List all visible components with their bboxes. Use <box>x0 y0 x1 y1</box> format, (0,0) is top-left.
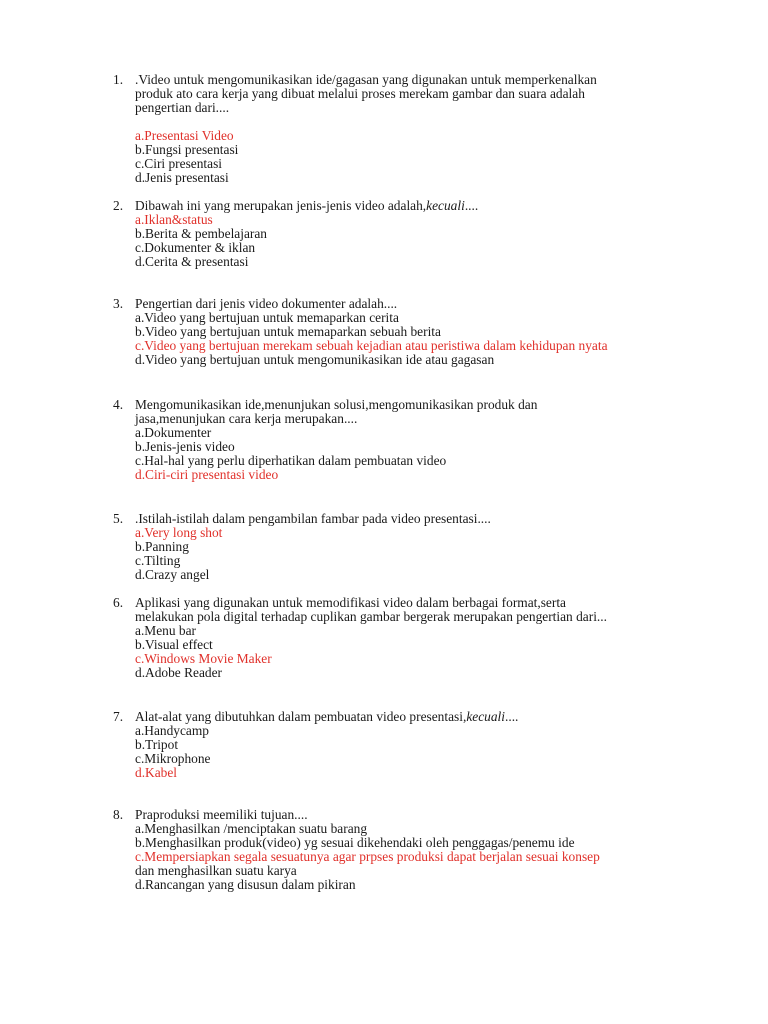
option-a: a.Menu bar <box>135 623 196 638</box>
option-a-answer: a.Very long shot <box>135 525 223 540</box>
question-number: 5. <box>113 511 124 526</box>
option-a-answer: a.Iklan&status <box>135 212 213 227</box>
question-7 <box>113 710 673 780</box>
option-b: b.Video yang bertujuan untuk memaparkan sebuah berita <box>135 324 441 339</box>
option-c-continuation: dan menghasilkan suatu karya <box>135 863 297 878</box>
option-b: b.Panning <box>135 539 189 554</box>
question-text-italic: kecuali <box>426 198 465 213</box>
option-b: b.Visual effect <box>135 637 213 652</box>
question-text-line: produk ato cara kerja yang dibuat melalui proses merekam gambar dan suara adalah <box>135 86 585 101</box>
question-text-line <box>135 199 673 213</box>
question-text-italic: kecuali <box>466 709 505 724</box>
question-number: 6. <box>113 595 124 610</box>
option-b: b.Jenis-jenis video <box>135 439 235 454</box>
option-d: d.Adobe Reader <box>135 665 223 680</box>
option-d-answer: d.Kabel <box>135 765 178 780</box>
question-text: Alat-alat yang dibutuhkan dalam pembuatan video presentasi, <box>135 709 467 724</box>
question-6 <box>113 596 673 680</box>
question-text-line: Mengomunikasikan ide,menunjukan solusi,mengomunikasikan produk dan <box>135 397 538 412</box>
question-4 <box>113 398 673 482</box>
question-text-line: .Video untuk mengomunikasikan ide/gagasan yang digunakan untuk memperkenalkan <box>135 72 597 87</box>
option-a: a.Menghasilkan /menciptakan suatu barang <box>135 821 368 836</box>
question-text-suffix: .... <box>505 709 519 724</box>
question-text-line: pengertian dari.... <box>135 100 230 115</box>
question-text-line: Praproduksi meemiliki tujuan.... <box>135 807 308 822</box>
question-text-suffix: .... <box>464 198 479 213</box>
option-d: d.Crazy angel <box>135 567 210 582</box>
question-text-line: Aplikasi yang digunakan untuk memodifikasi video dalam berbagai format,serta <box>135 595 566 610</box>
question-3 <box>113 297 673 367</box>
question-2 <box>113 199 673 269</box>
option-b: b.Tripot <box>135 737 179 752</box>
option-d: d.Rancangan yang disusun dalam pikiran <box>135 877 356 892</box>
option-c-answer: c.Video yang bertujuan merekam sebuah kejadian atau peristiwa dalam kehidupan nyata <box>135 338 608 353</box>
option-b: b.Berita & pembelajaran <box>135 226 267 241</box>
option-a-answer: a.Presentasi Video <box>135 128 234 143</box>
option-c: c.Hal-hal yang perlu diperhatikan dalam pembuatan video <box>135 453 447 468</box>
question-text-line <box>135 710 673 724</box>
option-d: d.Cerita & presentasi <box>135 254 249 269</box>
option-c: c.Dokumenter & iklan <box>135 240 256 255</box>
question-text-line: jasa,menunjukan cara kerja merupakan.... <box>135 411 358 426</box>
question-number: 7. <box>113 709 124 724</box>
option-c: c.Mikrophone <box>135 751 211 766</box>
option-d: d.Video yang bertujuan untuk mengomunikasikan ide atau gagasan <box>135 352 495 367</box>
question-8 <box>113 808 673 892</box>
question-number: 8. <box>113 807 124 822</box>
option-b: b.Fungsi presentasi <box>135 142 239 157</box>
question-5 <box>113 512 673 582</box>
question-text-line: melakukan pola digital terhadap cuplikan gambar bergerak merupakan pengertian dari... <box>135 609 607 624</box>
option-c-answer: c.Windows Movie Maker <box>135 651 272 666</box>
question-number: 1. <box>113 72 124 87</box>
option-a: a.Dokumenter <box>135 425 212 440</box>
question-text-line: .Istilah-istilah dalam pengambilan fambar pada video presentasi.... <box>135 511 491 526</box>
option-b: b.Menghasilkan produk(video) yg sesuai dikehendaki oleh penggagas/penemu ide <box>135 835 575 850</box>
option-c: c.Ciri presentasi <box>135 156 223 171</box>
option-a: a.Video yang bertujuan untuk memaparkan cerita <box>135 310 399 325</box>
option-d-answer: d.Ciri-ciri presentasi video <box>135 467 279 482</box>
question-number: 2. <box>113 198 124 213</box>
question-text-line: Pengertian dari jenis video dokumenter adalah.... <box>135 296 398 311</box>
question-1 <box>113 73 673 185</box>
option-d: d.Jenis presentasi <box>135 170 229 185</box>
option-c-answer: c.Mempersiapkan segala sesuatunya agar prpses produksi dapat berjalan sesuai konsep <box>135 849 600 864</box>
option-c: c.Tilting <box>135 553 181 568</box>
option-a: a.Handycamp <box>135 723 209 738</box>
question-number: 4. <box>113 397 124 412</box>
question-text: Dibawah ini yang merupakan jenis-jenis video adalah, <box>135 198 427 213</box>
question-number: 3. <box>113 296 124 311</box>
